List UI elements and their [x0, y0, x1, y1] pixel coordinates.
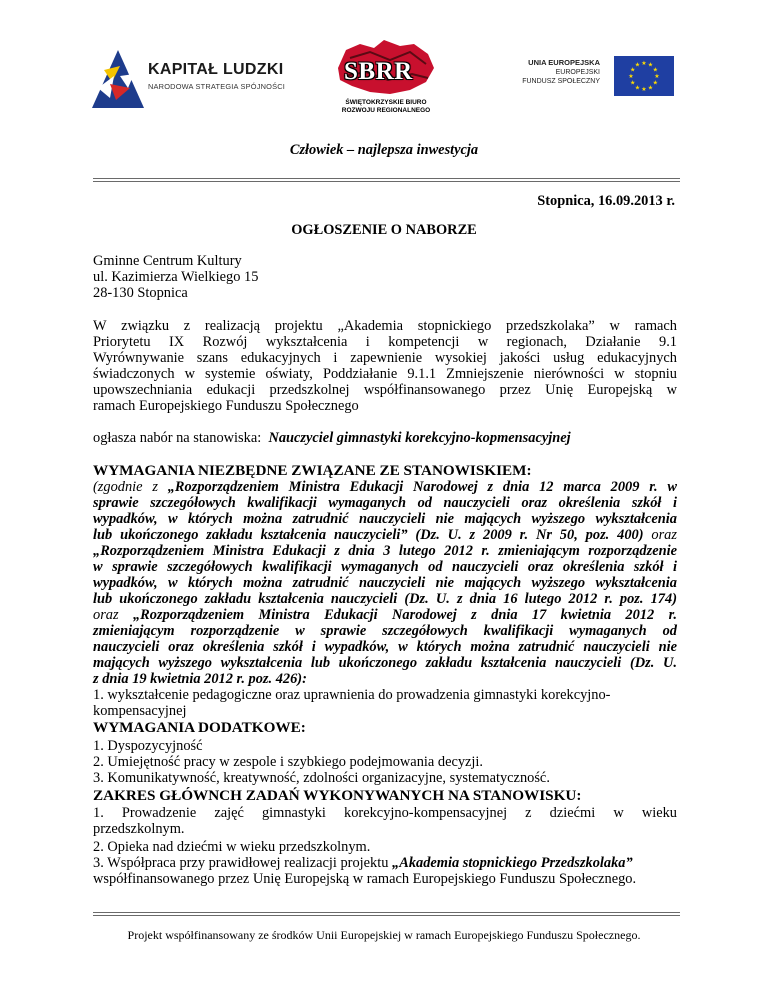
- header-divider: [93, 178, 680, 179]
- address-line-1: Gminne Centrum Kultury: [93, 253, 242, 269]
- date-line: Stopnica, 16.09.2013 r.: [537, 193, 675, 209]
- sbrr-subtitle-1: ŚWIĘTOKRZYSKIE BIURO: [345, 99, 427, 106]
- intro-line: Wyrównywanie szans edukacyjnych i zapewnienie wysokiej jakości usług edukacyjnych: [93, 350, 677, 366]
- announce-line: [93, 430, 571, 446]
- extra-requirements-heading: WYMAGANIA DODATKOWE:: [93, 719, 306, 736]
- requirement-item-1-cont: kompensacyjnej: [93, 703, 187, 719]
- tasks-heading: ZAKRES GŁÓWNCH ZADAŃ WYKONYWANYCH NA STANOWISKU:: [93, 787, 582, 804]
- intro-line: W związku z realizacją projektu „Akademia stopnickiego przedszkolaka” w ramach: [93, 318, 677, 334]
- extra-item: 1. Dyspozycyjność: [93, 738, 203, 754]
- legal-basis-paragraph: [93, 479, 677, 687]
- legal-line: z dnia 19 kwietnia 2012 r. poz. 426):: [93, 671, 307, 687]
- svg-text:★: ★: [630, 66, 636, 74]
- intro-line: Priorytetu IX Rozwój wykształcenia i kompetencji w regionach, Działanie 9.1: [93, 334, 677, 350]
- svg-text:★: ★: [628, 73, 634, 80]
- svg-text:★: ★: [634, 84, 641, 92]
- extra-item: 2. Umiejętność pracy w zespole i szybkiego podejmowania decyzji.: [93, 754, 484, 770]
- sbrr-subtitle-2: ROZWOJU REGIONALNEGO: [341, 107, 431, 114]
- sbrr-logo: [330, 38, 442, 116]
- intro-line: ramach Europejskiego Funduszu Społecznego: [93, 398, 359, 414]
- legal-line: (zgodnie z „Rozporządzeniem Ministra Edukacji Narodowej z dnia 12 marca 2009 r. w: [93, 479, 677, 495]
- svg-text:★: ★: [647, 84, 654, 92]
- legal-line: oraz „Rozporządzeniem Ministra Edukacji Narodowej z dnia 17 kwietnia 2012 r.: [93, 607, 677, 623]
- task-item-2: 2. Opieka nad dziećmi w wieku przedszkolnym.: [93, 839, 371, 855]
- announce-position: Nauczyciel gimnastyki korekcyjno-kopmensacyjnej: [268, 430, 571, 446]
- kapital-ludzki-emblem-icon: [90, 48, 146, 110]
- svg-text:★: ★: [634, 61, 641, 69]
- legal-line: w sprawie szczegółowych kwalifikacji wymaganych od nauczycieli oraz określenia szkół i: [93, 559, 677, 575]
- legal-line: zmieniającym rozporządzenie w sprawie szczegółowych kwalifikacji wymaganych od: [93, 623, 677, 639]
- legal-line: mających wyższego wykształcenia lub ukończonego zakładu kształcenia nauczycieli (Dz. U.: [93, 655, 677, 671]
- task-line: przedszkolnym.: [93, 821, 185, 837]
- eu-flag-icon: [614, 56, 674, 96]
- eu-fund-label-2: FUNDUSZ SPOŁECZNY: [522, 78, 600, 85]
- task-item-3-cont: współfinansowanego przez Unię Europejską w ramach Europejskiego Funduszu Społecznego.: [93, 871, 637, 887]
- legal-line: lub ukończonego zakładu kształcenia nauczycieli (Dz. U. z dnia 16 lutego 2012 r. poz. 174): [93, 591, 677, 607]
- task-item-1: [93, 805, 677, 837]
- legal-line: lub ukończonego zakładu kształcenia nauczycieli” (Dz. U. z 2009 r. Nr 50, poz. 400) oraz: [93, 527, 677, 543]
- address-line-2: ul. Kazimierza Wielkiego 15: [93, 269, 259, 285]
- requirements-heading: WYMAGANIA NIEZBĘDNE ZWIĄZANE ZE STANOWISKIEM:: [93, 462, 532, 479]
- task-item-3: 3. Współpraca przy prawidłowej realizacji projektu „Akademia stopnickiego Przedszkolaka”: [93, 855, 633, 871]
- requirement-item-1: 1. wykształcenie pedagogiczne oraz uprawnienia do prowadzenia gimnastyki korekcyjno-: [93, 687, 611, 703]
- footer-text: Projekt współfinansowany ze środków Unii Europejskiej w ramach Europejskiego Funduszu Społecznego.: [127, 928, 641, 942]
- sbrr-name: SBRR: [344, 58, 413, 85]
- extra-item: 3. Komunikatywność, kreatywność, zdolności organizacyjne, systematyczność.: [93, 770, 550, 786]
- legal-line: sprawie szczegółowych kwalifikacji wymaganych od nauczycieli oraz określenia szkół i: [93, 495, 677, 511]
- intro-line: upowszechniania edukacji przedszkolnej współfinansowanego przez Unię Europejską w: [93, 382, 677, 398]
- footer-divider: [93, 912, 680, 913]
- legal-line: „Rozporządzeniem Ministra Edukacji z dnia 3 lutego 2012 r. zmieniającym rozporządzenie: [93, 543, 677, 559]
- legal-line: nauczycieli oraz określenia szkół i wypadków, w których można zatrudnić nauczycieli nie: [93, 639, 677, 655]
- kapital-ludzki-logo: [90, 48, 310, 110]
- kapital-ludzki-name: KAPITAŁ LUDZKI: [148, 61, 284, 78]
- svg-text:★: ★: [652, 66, 658, 74]
- page-title: OGŁOSZENIE O NABORZE: [291, 222, 477, 238]
- svg-text:★: ★: [654, 73, 660, 80]
- eu-union-label: UNIA EUROPEJSKA: [528, 58, 600, 67]
- eu-fund-label-1: EUROPEJSKI: [555, 69, 600, 76]
- svg-text:★: ★: [641, 60, 647, 67]
- svg-text:★: ★: [630, 79, 636, 87]
- intro-paragraph: [93, 318, 677, 414]
- eu-logo: [500, 56, 690, 96]
- kapital-ludzki-subtitle: NARODOWA STRATEGIA SPÓJNOŚCI: [148, 82, 286, 91]
- header-divider-2: [93, 181, 680, 182]
- task-line: 1. Prowadzenie zajęć gimnastyki korekcyjno-kompensacyjnej z dziećmi w wieku: [93, 805, 677, 821]
- footer-divider-2: [93, 915, 680, 916]
- svg-text:★: ★: [652, 79, 658, 87]
- svg-text:★: ★: [641, 86, 647, 93]
- announce-prefix: ogłasza nabór na stanowiska:: [93, 430, 262, 446]
- legal-line: wypadków, w których można zatrudnić nauczycieli nie mających wyższego wykształcenia: [93, 511, 677, 527]
- intro-line: świadczonych w systemie oświaty, Poddziałanie 9.1.1 Zmniejszenie nierówności w stopniu: [93, 366, 677, 382]
- address-line-3: 28-130 Stopnica: [93, 285, 188, 301]
- svg-text:★: ★: [647, 61, 654, 69]
- legal-line: wypadków, w których można zatrudnić nauczycieli nie mających wyższego wykształcenia: [93, 575, 677, 591]
- slogan: Człowiek – najlepsza inwestycja: [289, 142, 479, 158]
